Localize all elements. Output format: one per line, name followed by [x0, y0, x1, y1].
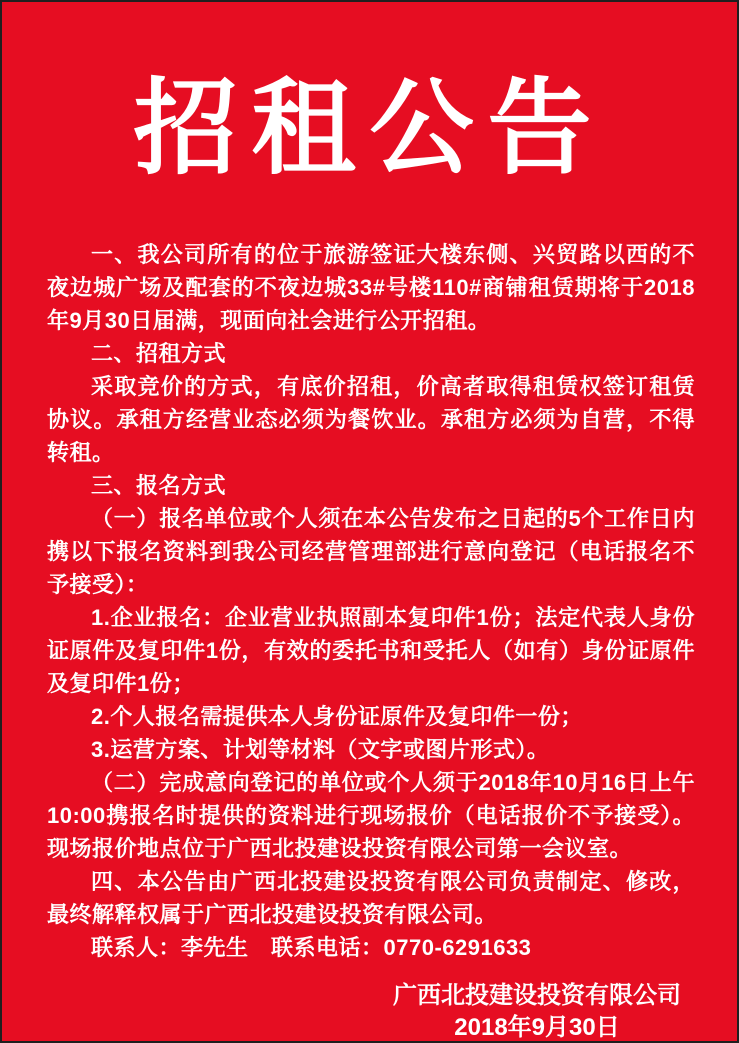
- contact-line: 联系人：李先生 联系电话：0770-6291633: [91, 935, 532, 960]
- page-title: 招租公告: [133, 66, 606, 189]
- paragraph-interpretation-rights: 四、本公告由广西北投建设投资有限公司负责制定、修改，最终解释权属于广西北投建设投资有限公司。: [47, 869, 695, 927]
- list-item-personal-registration: 2.个人报名需提供本人身份证原件及复印件一份；: [91, 704, 583, 729]
- list-item-company-registration: 1.企业报名：企业营业执照副本复印件1份；法定代表人身份证原件及复印件1份，有效的委托书和受托人（如有）身份证原件及复印件1份；: [47, 605, 695, 696]
- section-heading-rental-method: 二、招租方式: [91, 341, 227, 366]
- section-heading-registration: 三、报名方式: [91, 473, 227, 498]
- paragraph-registration-2: （二）完成意向登记的单位或个人须于2018年10月16日上午10:00携报名时提供的资料进行现场报价（电话报价不予接受）。现场报价地点位于广西北投建设投资有限公司第一会议室。: [47, 770, 695, 861]
- signature-date: 2018年9月30日: [454, 1014, 620, 1041]
- list-item-operation-plan: 3.运营方案、计划等材料（文字或图片形式）。: [91, 737, 550, 762]
- signature-block: [393, 980, 681, 1043]
- signature-company: 广西北投建设投资有限公司: [393, 982, 681, 1009]
- announcement-body: [47, 238, 695, 964]
- paragraph-intro: 一、我公司所有的位于旅游签证大楼东侧、兴贸路以西的不夜边城广场及配套的不夜边城33#号楼110#商铺租赁期将于2018年9月30日届满，现面向社会进行公开招租。: [47, 242, 695, 333]
- paragraph-registration-1: （一）报名单位或个人须在本公告发布之日起的5个工作日内携以下报名资料到我公司经营管理部进行意向登记（电话报名不予接受）：: [47, 506, 695, 597]
- paragraph-rental-method: 采取竞价的方式，有底价招租，价高者取得租赁权签订租赁协议。承租方经营业态必须为餐饮业。承租方必须为自营，不得转租。: [47, 374, 695, 465]
